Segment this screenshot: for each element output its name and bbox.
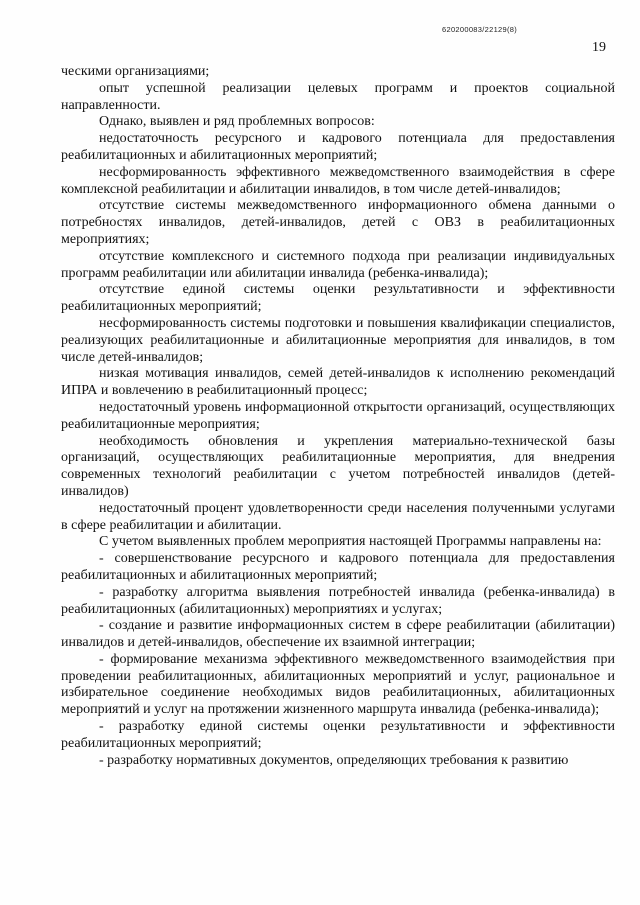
paragraph: - создание и развитие информационных систем в сфере реабилитации (абилитации) инвалидов и детей-инвалидов, обеспечение их взаимной интеграции;: [61, 618, 615, 651]
document-body: [61, 64, 615, 769]
document-id: 620200083/22129(8): [442, 25, 518, 34]
paragraph: опыт успешной реализации целевых программ и проектов социальной направленности.: [61, 80, 615, 113]
paragraph: отсутствие единой системы оценки результативности и эффективности реабилитационных мероприятий;: [61, 282, 615, 315]
page-number: 19: [592, 40, 606, 55]
paragraph: - разработку алгоритма выявления потребностей инвалида (ребенка-инвалида) в реабилитационных (абилитационных) мероприятиях и услугах;: [61, 584, 615, 617]
paragraph: необходимость обновления и укрепления материально-технической базы организаций, осуществляющих реабилитационные мероприятия, для внедрения современных технологий реабилитации с учетом потребностей инвалидов (детей-инвалидов): [61, 433, 615, 499]
paragraph: недостаточный процент удовлетворенности среди населения полученными услугами в сфере реабилитации и абилитации.: [61, 500, 615, 533]
paragraph: С учетом выявленных проблем мероприятия настоящей Программы направлены на:: [99, 534, 602, 550]
paragraph: - формирование механизма эффективного межведомственного взаимодействия при проведении реабилитационных, абилитационных мероприятий и услуг, рациональное и избирательное соединение необходимых видов реабилитационных, абилитационных мероприятий и услуг на протяжении жизненного маршрута инвалида (ребенка-инвалида);: [61, 651, 615, 718]
paragraph: несформированность системы подготовки и повышения квалификации специалистов, реализующих реабилитационные и абилитационные мероприятия для инвалидов, в том числе детей-инвалидов;: [61, 315, 615, 365]
paragraph: - разработку единой системы оценки результативности и эффективности реабилитационных мероприятий;: [61, 719, 615, 751]
paragraph: Однако, выявлен и ряд проблемных вопросов:: [99, 114, 375, 130]
paragraph: - совершенствование ресурсного и кадрового потенциала для предоставления реабилитационных и абилитационных мероприятий;: [61, 551, 615, 583]
paragraph: недостаточный уровень информационной открытости организаций, осуществляющих реабилитационные мероприятия;: [61, 399, 615, 432]
paragraph: отсутствие комплексного и системного подхода при реализации индивидуальных программ реабилитации или абилитации инвалида (ребенка-инвалида);: [61, 248, 615, 281]
paragraph: недостаточность ресурсного и кадрового потенциала для предоставления реабилитационных и абилитационных мероприятий;: [61, 131, 615, 163]
paragraph: отсутствие системы межведомственного информационного обмена данными о потребностях инвалидов, детей-инвалидов, детей с ОВЗ в реабилитационных мероприятиях;: [61, 198, 615, 247]
paragraph: ческими организациями;: [61, 64, 210, 79]
paragraph: - разработку нормативных документов, определяющих требования к развитию: [99, 752, 569, 768]
paragraph: низкая мотивация инвалидов, семей детей-инвалидов к исполнению рекомендаций ИПРА и вовлечению в реабилитационный процесс;: [61, 366, 615, 399]
paragraph: несформированность эффективного межведомственного взаимодействия в сфере комплексной реабилитации и абилитации инвалидов, в том числе детей-инвалидов;: [61, 164, 615, 197]
